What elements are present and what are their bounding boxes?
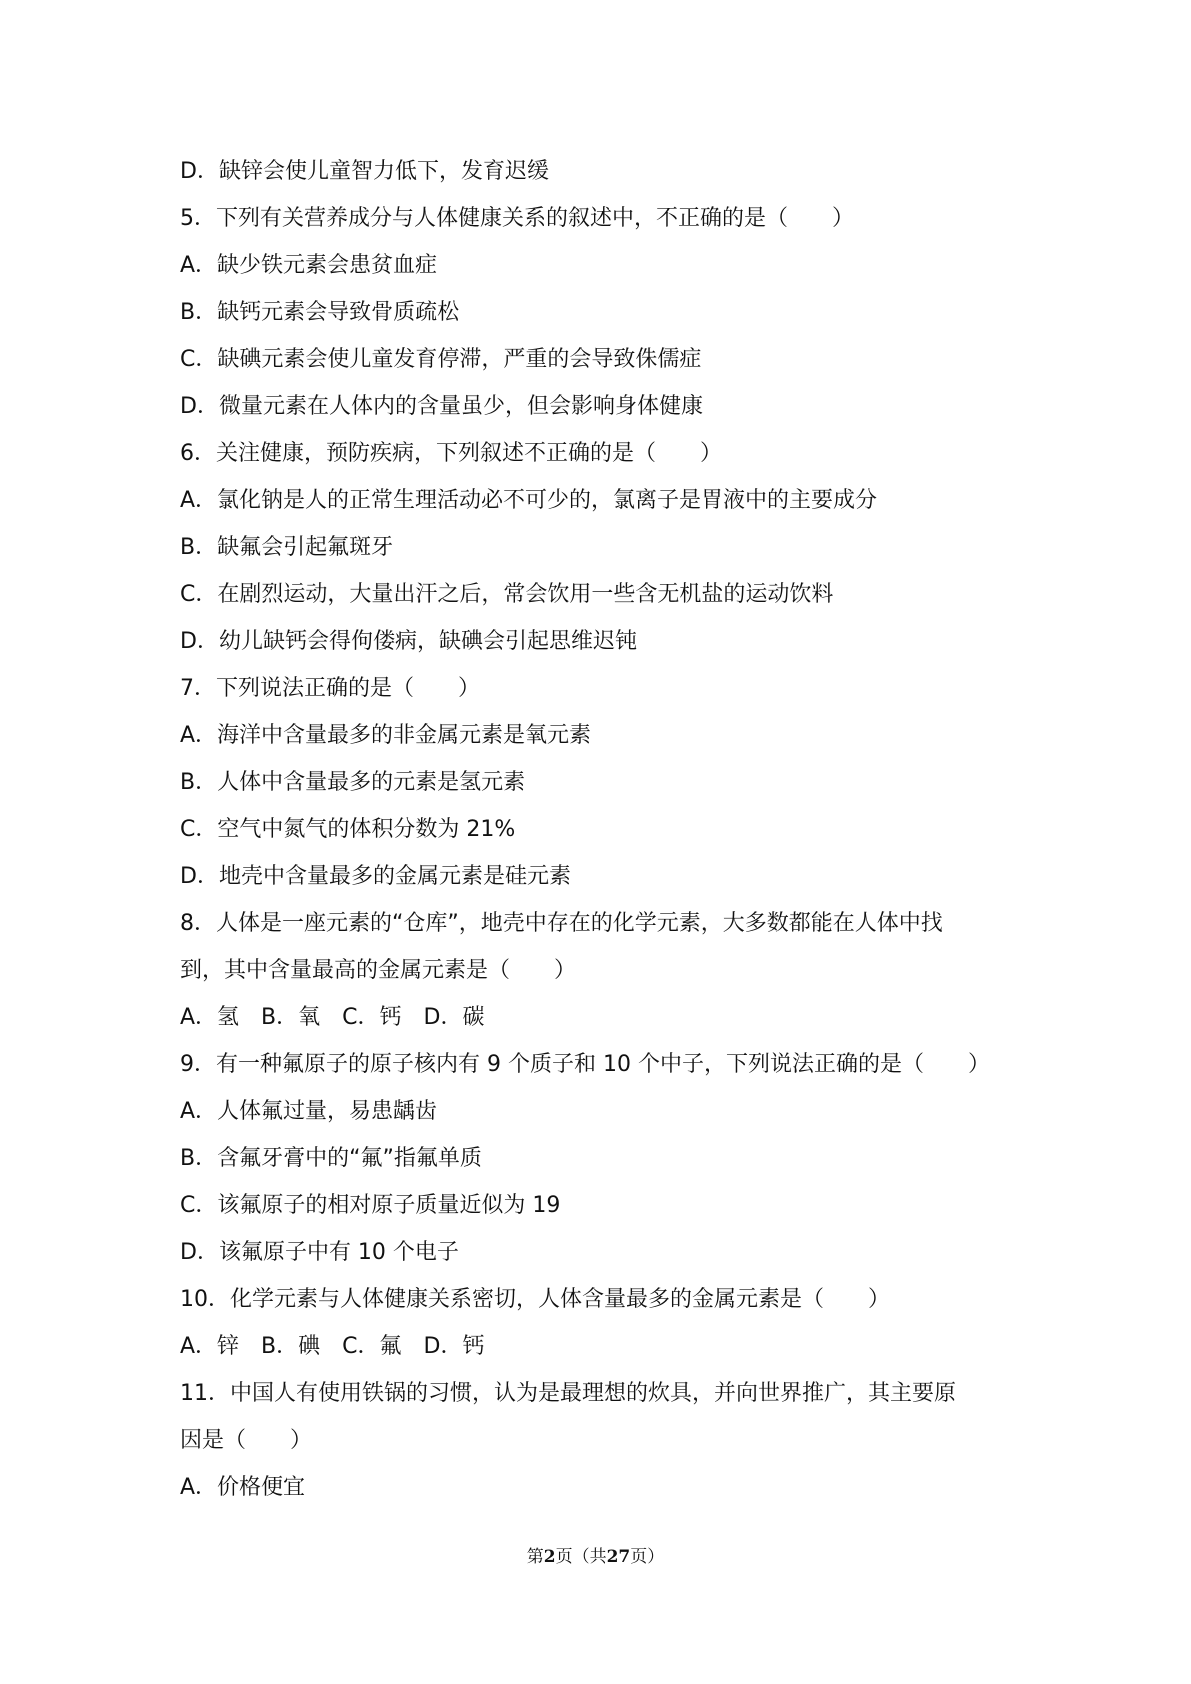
footer-prefix: 第	[526, 1547, 544, 1567]
text-line: B．人体中含量最多的元素是氢元素	[180, 770, 526, 795]
text-line: A．价格便宜	[180, 1475, 306, 1500]
text-line: B．含氟牙膏中的“氟”指氟单质	[180, 1146, 482, 1171]
text-line: 因是（ ）	[180, 1428, 313, 1453]
text-line: B．缺钙元素会导致骨质疏松	[180, 300, 460, 325]
current-page-number: 2	[543, 1547, 556, 1567]
text-line: A．氯化钠是人的正常生理活动必不可少的，氯离子是胃液中的主要成分	[180, 488, 878, 513]
question-list	[180, 148, 1040, 1511]
text-line: 7．下列说法正确的是（ ）	[180, 676, 480, 701]
text-line: D．地壳中含量最多的金属元素是硅元素	[180, 864, 571, 889]
text-line: D．幼儿缺钙会得佝偻病，缺碘会引起思维迟钝	[180, 629, 637, 654]
text-line: 6．关注健康，预防疾病，下列叙述不正确的是（ ）	[180, 441, 722, 466]
text-line: 5．下列有关营养成分与人体健康关系的叙述中，不正确的是（ ）	[180, 206, 854, 231]
text-line: D．缺锌会使儿童智力低下，发育迟缓	[180, 159, 549, 184]
text-line: B．缺氟会引起氟斑牙	[180, 535, 394, 560]
text-line: C．在剧烈运动，大量出汗之后，常会饮用一些含无机盐的运动饮料	[180, 582, 834, 607]
text-line: A．锌 B．碘 C．氟 D．钙	[180, 1334, 485, 1359]
text-line: 11．中国人有使用铁锅的习惯，认为是最理想的炊具，并向世界推广，其主要原	[180, 1381, 956, 1406]
text-line: A．海洋中含量最多的非金属元素是氧元素	[180, 723, 592, 748]
text-line: D．微量元素在人体内的含量虽少，但会影响身体健康	[180, 394, 703, 419]
text-line: 9．有一种氟原子的原子核内有 9 个质子和 10 个中子，下列说法正确的是（ ）	[180, 1052, 990, 1077]
text-line: A．缺少铁元素会患贫血症	[180, 253, 438, 278]
text-line: 到，其中含量最高的金属元素是（ ）	[180, 958, 577, 983]
total-page-count: 27	[606, 1547, 631, 1567]
text-line: C．该氟原子的相对原子质量近似为 19	[180, 1193, 561, 1218]
text-line: 8．人体是一座元素的“仓库”，地壳中存在的化学元素，大多数都能在人体中找	[180, 911, 943, 936]
text-line: C．缺碘元素会使儿童发育停滞，严重的会导致侏儒症	[180, 347, 702, 372]
footer-suffix: 页）	[630, 1547, 665, 1567]
text-line: C．空气中氮气的体积分数为 21%	[180, 817, 516, 842]
text-line: A．氢 B．氧 C．钙 D．碳	[180, 1005, 485, 1030]
text-line: A．人体氟过量，易患龋齿	[180, 1099, 438, 1124]
text-line: D．该氟原子中有 10 个电子	[180, 1240, 459, 1265]
page-footer	[0, 1542, 1191, 1567]
footer-middle: 页（共	[555, 1547, 607, 1567]
text-line: 10．化学元素与人体健康关系密切，人体含量最多的金属元素是（ ）	[180, 1287, 890, 1312]
